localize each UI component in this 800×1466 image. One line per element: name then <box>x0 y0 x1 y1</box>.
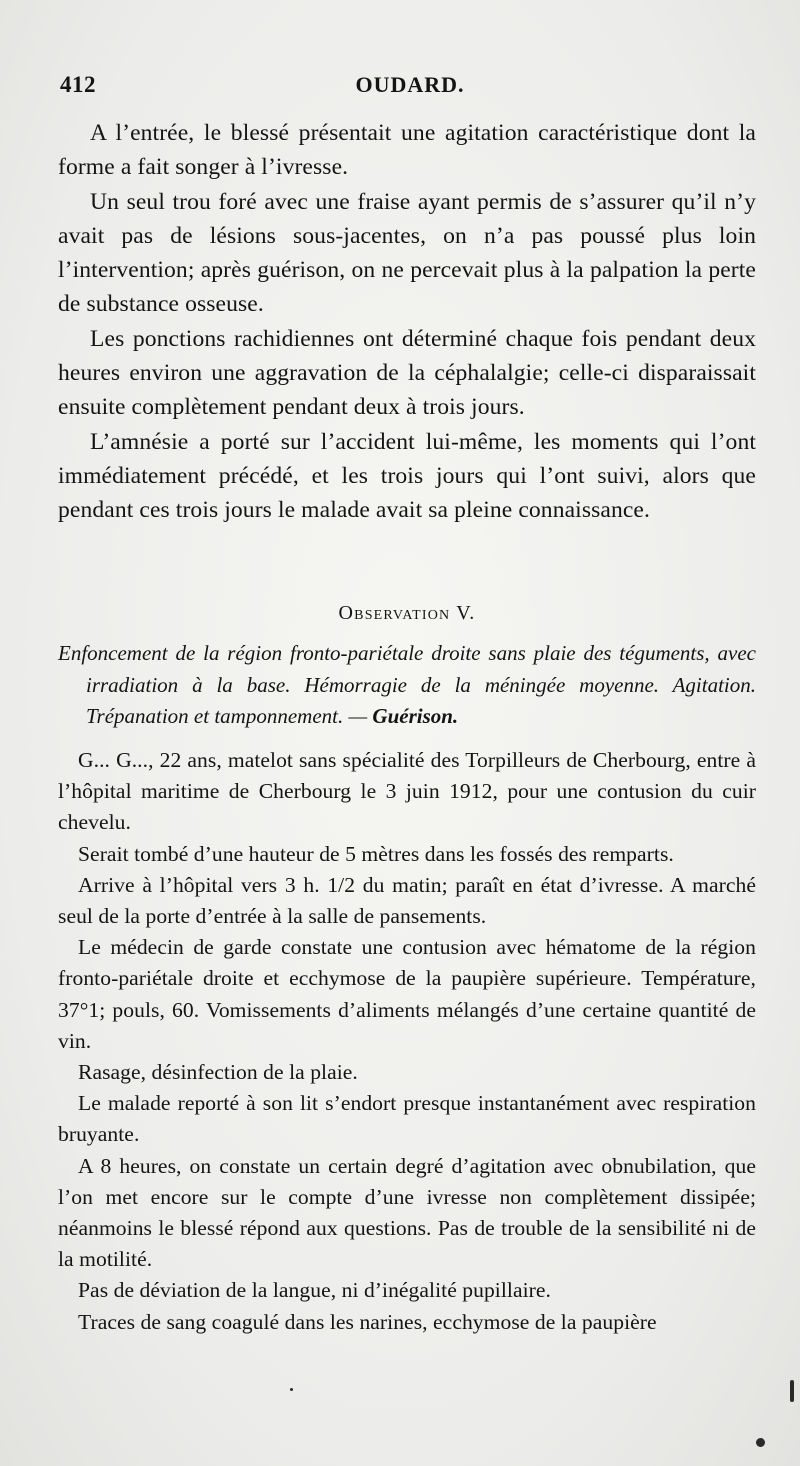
paragraph: Rasage, désinfection de la plaie. <box>78 1060 358 1085</box>
paragraph: Pas de déviation de la langue, ni d’inégalité pupillaire. <box>78 1278 551 1303</box>
paragraph: Le médecin de garde constate une contusion avec hématome de la région fronto-pariétale droite et ecchymose de la paupière supérieure. Température, 37°1; pouls, 60. Vomissements d’aliments mélangés d’une certaine quantité de vin. <box>58 935 756 1053</box>
running-head <box>60 72 760 104</box>
observation-heading: Observation V. <box>338 602 476 624</box>
paragraph: Les ponctions rachidiennes ont déterminé chaque fois pendant deux heures environ une aggravation de la céphalalgie; celle-ci disparaissait ensuite complètement pendant deux à trois jours. <box>58 325 756 421</box>
running-title: OUDARD. <box>355 72 465 97</box>
text-block-case <box>58 745 756 1338</box>
observation-header <box>58 598 756 733</box>
paragraph: Un seul trou foré avec une fraise ayant permis de s’assurer qu’il n’y avait pas de lésions sous-jacentes, on n’a pas poussé plus loin l’intervention; après guérison, on ne percevait plus à la palpation la perte de substance osseuse. <box>58 188 756 318</box>
paragraph: Serait tombé d’une hauteur de 5 mètres dans les fossés des remparts. <box>78 841 674 866</box>
scan-speck <box>756 1438 765 1447</box>
observation-outcome: Guérison. <box>372 704 459 728</box>
observation-title <box>58 638 756 733</box>
paragraph: Le malade reporté à son lit s’endort presque instantanément avec respiration bruyante. <box>58 1091 756 1147</box>
paragraph: L’amnésie a porté sur l’accident lui-même, les moments qui l’ont immédiatement précédé, et les trois jours qui l’ont suivi, alors que pendant ces trois jours le malade avait sa pleine connaissance. <box>58 428 756 524</box>
paragraph: Traces de sang coagulé dans les narines, ecchymose de la paupière <box>78 1309 657 1334</box>
observation-title-text: Enfoncement de la région fronto-pariétale droite sans plaie des téguments, avec irradiation à la base. Hémorragie de la méningée moyenne. Agitation. Trépanation et tamponnement. — <box>58 641 756 728</box>
scan-speck <box>790 1380 794 1402</box>
page-number: 412 <box>60 72 96 97</box>
paragraph: A 8 heures, on constate un certain degré d’agitation avec obnubilation, que l’on met encore sur le compte d’une ivresse non complètement dissipée; néanmoins le blessé répond aux questions. Pas de trouble de la sensibilité ni de la motilité. <box>58 1153 756 1272</box>
scan-speck <box>290 1388 293 1391</box>
text-block-top <box>58 116 756 528</box>
paragraph: A l’entrée, le blessé présentait une agitation caractéristique dont la forme a fait songer à l’ivresse. <box>58 120 756 181</box>
paragraph: Arrive à l’hôpital vers 3 h. 1/2 du matin; paraît en état d’ivresse. A marché seul de la porte d’entrée à la salle de pansements. <box>58 872 756 929</box>
paragraph: G... G..., 22 ans, matelot sans spécialité des Torpilleurs de Cherbourg, entre à l’hôpital maritime de Cherbourg le 3 juin 1912, pour une contusion du cuir chevelu. <box>58 748 756 835</box>
